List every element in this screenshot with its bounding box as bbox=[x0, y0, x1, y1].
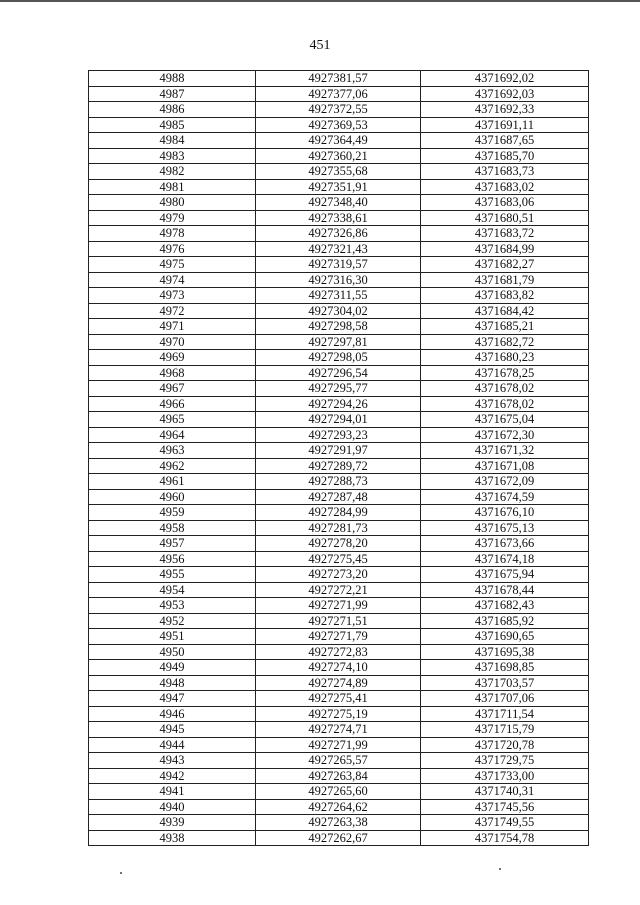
point-number-cell: 4982 bbox=[89, 164, 256, 180]
y-coordinate-cell: 4371685,92 bbox=[421, 613, 589, 629]
point-number-cell: 4945 bbox=[89, 722, 256, 738]
point-number-cell: 4965 bbox=[89, 412, 256, 428]
y-coordinate-cell: 4371684,42 bbox=[421, 303, 589, 319]
x-coordinate-cell: 4927298,58 bbox=[256, 319, 421, 335]
y-coordinate-cell: 4371678,02 bbox=[421, 396, 589, 412]
x-coordinate-cell: 4927369,53 bbox=[256, 117, 421, 133]
x-coordinate-cell: 4927288,73 bbox=[256, 474, 421, 490]
point-number-cell: 4943 bbox=[89, 753, 256, 769]
y-coordinate-cell: 4371678,02 bbox=[421, 381, 589, 397]
table-row bbox=[89, 489, 589, 505]
y-coordinate-cell: 4371749,55 bbox=[421, 815, 589, 831]
x-coordinate-cell: 4927265,57 bbox=[256, 753, 421, 769]
y-coordinate-cell: 4371673,66 bbox=[421, 536, 589, 552]
y-coordinate-cell: 4371740,31 bbox=[421, 784, 589, 800]
point-number-cell: 4960 bbox=[89, 489, 256, 505]
point-number-cell: 4968 bbox=[89, 365, 256, 381]
table-row bbox=[89, 505, 589, 521]
y-coordinate-cell: 4371675,13 bbox=[421, 520, 589, 536]
y-coordinate-cell: 4371671,32 bbox=[421, 443, 589, 459]
x-coordinate-cell: 4927272,21 bbox=[256, 582, 421, 598]
y-coordinate-cell: 4371690,65 bbox=[421, 629, 589, 645]
x-coordinate-cell: 4927377,06 bbox=[256, 86, 421, 102]
table-row bbox=[89, 195, 589, 211]
table-row bbox=[89, 799, 589, 815]
y-coordinate-cell: 4371692,03 bbox=[421, 86, 589, 102]
x-coordinate-cell: 4927287,48 bbox=[256, 489, 421, 505]
table-row bbox=[89, 226, 589, 242]
y-coordinate-cell: 4371671,08 bbox=[421, 458, 589, 474]
x-coordinate-cell: 4927321,43 bbox=[256, 241, 421, 257]
x-coordinate-cell: 4927274,71 bbox=[256, 722, 421, 738]
point-number-cell: 4957 bbox=[89, 536, 256, 552]
point-number-cell: 4948 bbox=[89, 675, 256, 691]
table-row bbox=[89, 784, 589, 800]
point-number-cell: 4981 bbox=[89, 179, 256, 195]
point-number-cell: 4971 bbox=[89, 319, 256, 335]
point-number-cell: 4972 bbox=[89, 303, 256, 319]
point-number-cell: 4951 bbox=[89, 629, 256, 645]
table-row bbox=[89, 427, 589, 443]
x-coordinate-cell: 4927272,83 bbox=[256, 644, 421, 660]
table-row bbox=[89, 598, 589, 614]
x-coordinate-cell: 4927381,57 bbox=[256, 71, 421, 87]
table-row bbox=[89, 412, 589, 428]
point-number-cell: 4979 bbox=[89, 210, 256, 226]
x-coordinate-cell: 4927304,02 bbox=[256, 303, 421, 319]
x-coordinate-cell: 4927355,68 bbox=[256, 164, 421, 180]
y-coordinate-cell: 4371687,65 bbox=[421, 133, 589, 149]
scan-speck bbox=[120, 872, 122, 874]
table-row bbox=[89, 210, 589, 226]
table-row bbox=[89, 753, 589, 769]
point-number-cell: 4953 bbox=[89, 598, 256, 614]
table-row bbox=[89, 148, 589, 164]
x-coordinate-cell: 4927271,79 bbox=[256, 629, 421, 645]
table-row bbox=[89, 536, 589, 552]
point-number-cell: 4947 bbox=[89, 691, 256, 707]
x-coordinate-cell: 4927275,45 bbox=[256, 551, 421, 567]
table-row bbox=[89, 830, 589, 846]
x-coordinate-cell: 4927275,19 bbox=[256, 706, 421, 722]
table-row bbox=[89, 613, 589, 629]
y-coordinate-cell: 4371680,23 bbox=[421, 350, 589, 366]
y-coordinate-cell: 4371683,82 bbox=[421, 288, 589, 304]
x-coordinate-cell: 4927372,55 bbox=[256, 102, 421, 118]
point-number-cell: 4940 bbox=[89, 799, 256, 815]
x-coordinate-cell: 4927338,61 bbox=[256, 210, 421, 226]
x-coordinate-cell: 4927360,21 bbox=[256, 148, 421, 164]
table-row bbox=[89, 691, 589, 707]
x-coordinate-cell: 4927291,97 bbox=[256, 443, 421, 459]
x-coordinate-cell: 4927274,89 bbox=[256, 675, 421, 691]
coordinates-table-body bbox=[89, 71, 589, 846]
point-number-cell: 4942 bbox=[89, 768, 256, 784]
point-number-cell: 4967 bbox=[89, 381, 256, 397]
y-coordinate-cell: 4371684,99 bbox=[421, 241, 589, 257]
table-row bbox=[89, 582, 589, 598]
y-coordinate-cell: 4371683,72 bbox=[421, 226, 589, 242]
point-number-cell: 4970 bbox=[89, 334, 256, 350]
table-row bbox=[89, 71, 589, 87]
y-coordinate-cell: 4371675,04 bbox=[421, 412, 589, 428]
point-number-cell: 4962 bbox=[89, 458, 256, 474]
table-row bbox=[89, 164, 589, 180]
x-coordinate-cell: 4927351,91 bbox=[256, 179, 421, 195]
table-row bbox=[89, 458, 589, 474]
point-number-cell: 4949 bbox=[89, 660, 256, 676]
coordinates-table bbox=[88, 70, 589, 846]
y-coordinate-cell: 4371720,78 bbox=[421, 737, 589, 753]
x-coordinate-cell: 4927281,73 bbox=[256, 520, 421, 536]
point-number-cell: 4966 bbox=[89, 396, 256, 412]
y-coordinate-cell: 4371685,70 bbox=[421, 148, 589, 164]
x-coordinate-cell: 4927294,01 bbox=[256, 412, 421, 428]
y-coordinate-cell: 4371698,85 bbox=[421, 660, 589, 676]
table-row bbox=[89, 241, 589, 257]
y-coordinate-cell: 4371729,75 bbox=[421, 753, 589, 769]
point-number-cell: 4969 bbox=[89, 350, 256, 366]
table-row bbox=[89, 722, 589, 738]
table-row bbox=[89, 319, 589, 335]
x-coordinate-cell: 4927364,49 bbox=[256, 133, 421, 149]
point-number-cell: 4958 bbox=[89, 520, 256, 536]
x-coordinate-cell: 4927293,23 bbox=[256, 427, 421, 443]
point-number-cell: 4961 bbox=[89, 474, 256, 490]
table-row bbox=[89, 567, 589, 583]
point-number-cell: 4976 bbox=[89, 241, 256, 257]
page-number: 451 bbox=[309, 38, 331, 53]
table-row bbox=[89, 272, 589, 288]
y-coordinate-cell: 4371683,73 bbox=[421, 164, 589, 180]
y-coordinate-cell: 4371703,57 bbox=[421, 675, 589, 691]
table-row bbox=[89, 133, 589, 149]
y-coordinate-cell: 4371682,27 bbox=[421, 257, 589, 273]
y-coordinate-cell: 4371683,06 bbox=[421, 195, 589, 211]
x-coordinate-cell: 4927263,38 bbox=[256, 815, 421, 831]
y-coordinate-cell: 4371672,09 bbox=[421, 474, 589, 490]
x-coordinate-cell: 4927284,99 bbox=[256, 505, 421, 521]
x-coordinate-cell: 4927271,99 bbox=[256, 737, 421, 753]
y-coordinate-cell: 4371676,10 bbox=[421, 505, 589, 521]
y-coordinate-cell: 4371680,51 bbox=[421, 210, 589, 226]
point-number-cell: 4938 bbox=[89, 830, 256, 846]
x-coordinate-cell: 4927316,30 bbox=[256, 272, 421, 288]
table-row bbox=[89, 443, 589, 459]
point-number-cell: 4963 bbox=[89, 443, 256, 459]
x-coordinate-cell: 4927297,81 bbox=[256, 334, 421, 350]
point-number-cell: 4980 bbox=[89, 195, 256, 211]
table-row bbox=[89, 365, 589, 381]
table-row bbox=[89, 303, 589, 319]
table-row bbox=[89, 675, 589, 691]
point-number-cell: 4984 bbox=[89, 133, 256, 149]
y-coordinate-cell: 4371691,11 bbox=[421, 117, 589, 133]
table-row bbox=[89, 257, 589, 273]
y-coordinate-cell: 4371711,54 bbox=[421, 706, 589, 722]
table-row bbox=[89, 102, 589, 118]
x-coordinate-cell: 4927273,20 bbox=[256, 567, 421, 583]
point-number-cell: 4975 bbox=[89, 257, 256, 273]
y-coordinate-cell: 4371672,30 bbox=[421, 427, 589, 443]
point-number-cell: 4985 bbox=[89, 117, 256, 133]
y-coordinate-cell: 4371678,25 bbox=[421, 365, 589, 381]
x-coordinate-cell: 4927263,84 bbox=[256, 768, 421, 784]
table-row bbox=[89, 86, 589, 102]
point-number-cell: 4986 bbox=[89, 102, 256, 118]
point-number-cell: 4950 bbox=[89, 644, 256, 660]
table-row bbox=[89, 520, 589, 536]
x-coordinate-cell: 4927319,57 bbox=[256, 257, 421, 273]
scan-speck bbox=[499, 868, 501, 870]
x-coordinate-cell: 4927265,60 bbox=[256, 784, 421, 800]
point-number-cell: 4964 bbox=[89, 427, 256, 443]
point-number-cell: 4952 bbox=[89, 613, 256, 629]
table-row bbox=[89, 737, 589, 753]
point-number-cell: 4974 bbox=[89, 272, 256, 288]
y-coordinate-cell: 4371733,00 bbox=[421, 768, 589, 784]
x-coordinate-cell: 4927274,10 bbox=[256, 660, 421, 676]
x-coordinate-cell: 4927298,05 bbox=[256, 350, 421, 366]
x-coordinate-cell: 4927311,55 bbox=[256, 288, 421, 304]
y-coordinate-cell: 4371692,33 bbox=[421, 102, 589, 118]
table-row bbox=[89, 706, 589, 722]
point-number-cell: 4955 bbox=[89, 567, 256, 583]
table-row bbox=[89, 644, 589, 660]
x-coordinate-cell: 4927296,54 bbox=[256, 365, 421, 381]
point-number-cell: 4959 bbox=[89, 505, 256, 521]
x-coordinate-cell: 4927264,62 bbox=[256, 799, 421, 815]
table-row bbox=[89, 288, 589, 304]
y-coordinate-cell: 4371695,38 bbox=[421, 644, 589, 660]
table-row bbox=[89, 815, 589, 831]
y-coordinate-cell: 4371745,56 bbox=[421, 799, 589, 815]
y-coordinate-cell: 4371707,06 bbox=[421, 691, 589, 707]
y-coordinate-cell: 4371715,79 bbox=[421, 722, 589, 738]
x-coordinate-cell: 4927295,77 bbox=[256, 381, 421, 397]
table-row bbox=[89, 768, 589, 784]
y-coordinate-cell: 4371681,79 bbox=[421, 272, 589, 288]
x-coordinate-cell: 4927271,51 bbox=[256, 613, 421, 629]
point-number-cell: 4988 bbox=[89, 71, 256, 87]
y-coordinate-cell: 4371754,78 bbox=[421, 830, 589, 846]
x-coordinate-cell: 4927275,41 bbox=[256, 691, 421, 707]
x-coordinate-cell: 4927289,72 bbox=[256, 458, 421, 474]
table-row bbox=[89, 474, 589, 490]
point-number-cell: 4983 bbox=[89, 148, 256, 164]
table-row bbox=[89, 334, 589, 350]
table-row bbox=[89, 551, 589, 567]
table-row bbox=[89, 660, 589, 676]
y-coordinate-cell: 4371682,43 bbox=[421, 598, 589, 614]
point-number-cell: 4941 bbox=[89, 784, 256, 800]
x-coordinate-cell: 4927294,26 bbox=[256, 396, 421, 412]
y-coordinate-cell: 4371674,18 bbox=[421, 551, 589, 567]
point-number-cell: 4954 bbox=[89, 582, 256, 598]
x-coordinate-cell: 4927326,86 bbox=[256, 226, 421, 242]
table-row bbox=[89, 179, 589, 195]
y-coordinate-cell: 4371682,72 bbox=[421, 334, 589, 350]
point-number-cell: 4978 bbox=[89, 226, 256, 242]
point-number-cell: 4944 bbox=[89, 737, 256, 753]
table-row bbox=[89, 381, 589, 397]
table-row bbox=[89, 350, 589, 366]
y-coordinate-cell: 4371678,44 bbox=[421, 582, 589, 598]
x-coordinate-cell: 4927262,67 bbox=[256, 830, 421, 846]
x-coordinate-cell: 4927348,40 bbox=[256, 195, 421, 211]
table-row bbox=[89, 396, 589, 412]
point-number-cell: 4939 bbox=[89, 815, 256, 831]
x-coordinate-cell: 4927278,20 bbox=[256, 536, 421, 552]
y-coordinate-cell: 4371674,59 bbox=[421, 489, 589, 505]
y-coordinate-cell: 4371685,21 bbox=[421, 319, 589, 335]
top-border-line bbox=[0, 0, 640, 2]
table-row bbox=[89, 629, 589, 645]
point-number-cell: 4987 bbox=[89, 86, 256, 102]
y-coordinate-cell: 4371692,02 bbox=[421, 71, 589, 87]
table-row bbox=[89, 117, 589, 133]
x-coordinate-cell: 4927271,99 bbox=[256, 598, 421, 614]
point-number-cell: 4946 bbox=[89, 706, 256, 722]
point-number-cell: 4956 bbox=[89, 551, 256, 567]
y-coordinate-cell: 4371683,02 bbox=[421, 179, 589, 195]
y-coordinate-cell: 4371675,94 bbox=[421, 567, 589, 583]
point-number-cell: 4973 bbox=[89, 288, 256, 304]
